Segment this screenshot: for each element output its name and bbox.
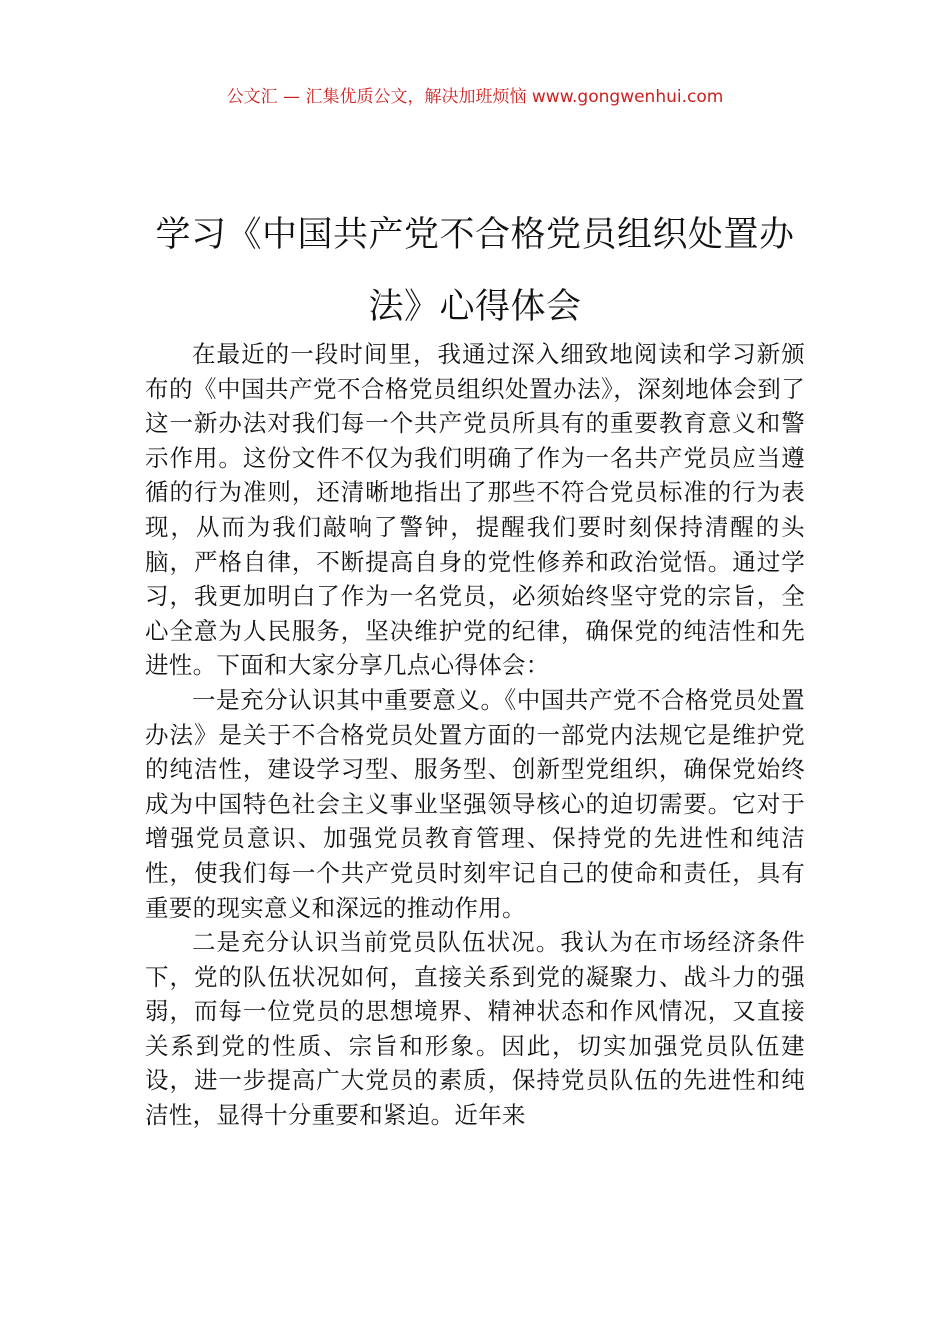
header-banner: 公文汇 — 汇集优质公文，解决加班烦恼 www.gongwenhui.com [226,87,724,107]
document-title: 学习《中国共产党不合格党员组织处置办法》心得体会 [155,215,795,328]
paragraph-intro: 在最近的一段时间里，我通过深入细致地阅读和学习新颁布的《中国共产党不合格党员组织处置办法》，深刻地体会到了这一新办法对我们每一个共产党员所具有的重要教育意义和警示作用。这份文件不仅为我们明确了作为一名共产党员应当遵循的行为准则，还清晰地指出了那些不符合党员标准的行为表现，从而为我们敲响了警钟，提醒我们要时刻保持清醒的头脑，严格自律，不断提高自身的党性修养和政治觉悟。通过学习，我更加明白了作为一名党员，必须始终坚守党的宗旨，全心全意为人民服务，坚决维护党的纪律，确保党的纯洁性和先进性。下面和大家分享几点心得体会： [145,340,805,680]
paragraph-point-one: 一是充分认识其中重要意义。《中国共产党不合格党员处置办法》是关于不合格党员处置方面的一部党内法规它是维护党的纯洁性，建设学习型、服务型、创新型党组织，确保党始终成为中国特色社会主义事业坚强领导核心的迫切需要。它对于增强党员意识、加强党员教育管理、保持党的先进性和纯洁性，使我们每一个共产党员时刻牢记自己的使命和责任，具有重要的现实意义和深远的推动作用。 [145,685,805,922]
paragraph-point-two: 二是充分认识当前党员队伍状况。我认为在市场经济条件下，党的队伍状况如何，直接关系到党的凝聚力、战斗力的强弱，而每一位党员的思想境界、精神状态和作风情况，又直接关系到党的性质、宗旨和形象。因此，切实加强党员队伍建设，进一步提高广大党员的素质，保持党员队伍的先进性和纯洁性，显得十分重要和紧迫。近年来 [145,928,805,1130]
document-body [145,337,805,1133]
